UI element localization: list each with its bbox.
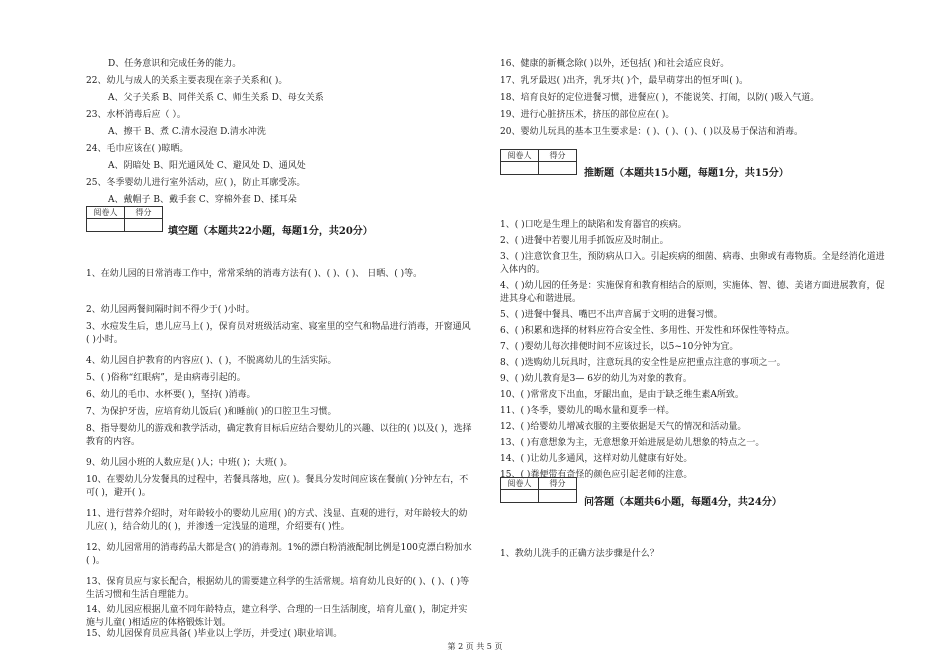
- question-21-option-d: D、任务意识和完成任务的能力。: [108, 59, 242, 69]
- fill-item-6: 6、幼儿的毛巾、水杯要( )，坚持( )消毒。: [86, 390, 256, 400]
- fill-item-9: 9、幼儿园小班的人数应是( )人；中班( )；大班( )。: [86, 458, 293, 468]
- score-box-fill: [86, 206, 163, 232]
- judge-item-14: 14、( )让幼儿多通风，这样对幼儿健康有好处。: [500, 454, 693, 464]
- question-25-options: A、戴帽子 B、戴手套 C、穿棉外套 D、揉耳朵: [108, 195, 297, 205]
- fill-item-4: 4、幼儿园自护教育的内容应( )、( )，不脱离幼儿的生活实际。: [86, 356, 337, 366]
- judge-item-8: 8、( )选购幼儿玩具时，注意玩具的安全性是应把重点注意的事项之一。: [500, 358, 786, 368]
- section-title-qa: 问答题（本题共6小题，每题4分，共24分）: [584, 497, 782, 508]
- fill-item-14: 14、幼儿园应根据儿童不同年龄特点，建立科学、合理的一日生活制度，培育儿童( )，制定并实施与儿童( )相适应的体格锻炼计划。: [86, 605, 468, 628]
- fill-item-12: 12、幼儿园常用的消毒药品大都是含( )的消毒剂。1%的漂白粉消液配制比例是100克漂白粉加水( )。: [86, 543, 472, 566]
- judge-item-13: 13、( )有意想象为主，无意想象开始进展是幼儿想象的特点之一。: [500, 438, 765, 448]
- fill-item-10: 10、在婴幼儿分发餐具的过程中，若餐具落地，应( )。餐具分发时间应该在餐前( )分钟左右，不可( )，避开( )。: [86, 475, 469, 498]
- fill-item-1: 1、在幼儿园的日常消毒工作中，常常采纳的消毒方法有( )、( )、( )、 日晒、( )等。: [86, 269, 423, 279]
- section-title-fill: 填空题（本题共22小题，每题1分，共20分）: [168, 226, 373, 237]
- fill-item-8: 8、指导婴幼儿的游戏和教学活动，确定教育目标后应结合婴幼儿的兴趣、以往的( )以及( )，选择教育的内容。: [86, 424, 472, 447]
- judge-item-10: 10、( )常常皮下出血，牙龈出血，是由于缺乏维生素A所致。: [500, 390, 744, 400]
- judge-item-4: 4、( )幼儿园的任务是：实施保育和教育相结合的原则，实施体、智、德、美诸方面进展教育，促进其身心和谐进展。: [500, 281, 885, 304]
- judge-item-12: 12、( )给婴幼儿增减衣服的主要依据是天气的情况和活动量。: [500, 422, 747, 432]
- question-23-options: A、擦干 B、煮 C.清水浸泡 D.清水冲洗: [108, 127, 266, 137]
- section-title-judge: 推断题（本题共15小题，每题1分，共15分）: [584, 168, 789, 179]
- question-22-options: A、父子关系 B、同伴关系 C、师生关系 D、母女关系: [108, 93, 324, 103]
- scorer-label: 阅卷人: [501, 478, 539, 490]
- judge-item-5: 5、( )进餐中餐具、嘴巴不出声音属于文明的进餐习惯。: [500, 310, 723, 320]
- judge-item-7: 7、( )婴幼儿每次排便时间不应该过长，以5~10分钟为宜。: [500, 342, 739, 352]
- score-cell[interactable]: [125, 219, 163, 232]
- judge-item-15: 15、( )粪便带有奇怪的颜色应引起老师的注意。: [500, 470, 693, 480]
- score-label: 得分: [539, 478, 577, 490]
- judge-item-11: 11、( )冬季，婴幼儿的喝水量和夏季一样。: [500, 406, 675, 416]
- fill-item-19: 19、进行心脏挤压术，挤压的部位应在( )。: [500, 110, 675, 120]
- question-23: 23、水杯消毒后应（ ）。: [86, 110, 186, 120]
- page-number: 第 2 页 共 5 页: [447, 642, 503, 651]
- judge-item-3: 3、( )注意饮食卫生，预防病从口入。引起疾病的细菌、病毒、虫卵或有毒物质。全是经消化道进入体内的。: [500, 252, 885, 275]
- judge-item-2: 2、( )进餐中若婴儿用手抓饭应及时制止。: [500, 236, 669, 246]
- fill-item-2: 2、幼儿园两餐间隔时间不得少于( )小时。: [86, 305, 255, 315]
- score-box-judge: [500, 149, 577, 175]
- fill-item-13: 13、保育员应与家长配合，根据幼儿的需要建立科学的生活常规。培育幼儿良好的( )、( )、( )等生活习惯和生活自理能力。: [86, 577, 470, 600]
- score-cell[interactable]: [539, 162, 577, 175]
- scorer-label: 阅卷人: [87, 207, 125, 219]
- score-cell[interactable]: [539, 490, 577, 503]
- fill-item-15: 15、幼儿园保育员应具备( )毕业以上学历，并受过( )职业培训。: [86, 629, 343, 639]
- scorer-label: 阅卷人: [501, 150, 539, 162]
- judge-item-9: 9、( )幼儿教育是3— 6岁的幼儿为对象的教育。: [500, 374, 692, 384]
- score-label: 得分: [125, 207, 163, 219]
- score-box-qa: [500, 477, 577, 503]
- fill-item-7: 7、为保护牙齿，应培育幼儿饭后( )和睡前( )的口腔卫生习惯。: [86, 407, 337, 417]
- fill-item-18: 18、培育良好的定位进餐习惯，进餐应( )，不能说笑、打闹，以防( )吸入气道。: [500, 93, 820, 103]
- fill-item-3: 3、水痘发生后，患儿应马上( )，保育员对班级活动室、寝室里的空气和物品进行消毒，开窗通风( )小时。: [86, 322, 471, 345]
- fill-item-11: 11、进行营养介绍时，对年龄较小的婴幼儿应用( )的方式、浅显、直观的进行，对年龄较大的幼儿应( )，结合幼儿的( )，并渗透一定浅显的道理，介绍要有( )性。: [86, 509, 468, 532]
- scorer-cell[interactable]: [87, 219, 125, 232]
- fill-item-20: 20、婴幼儿玩具的基本卫生要求是：( )、( )、( )、( )以及易于保洁和消毒。: [500, 127, 803, 137]
- question-24: 24、毛巾应该在( )晾晒。: [86, 144, 189, 154]
- fill-item-5: 5、( )俗称“红眼病”，是由病毒引起的。: [86, 373, 246, 383]
- fill-item-17: 17、乳牙最迟( )出齐，乳牙共( )个，最早萌芽出的恒牙叫( )。: [500, 76, 749, 86]
- judge-item-6: 6、( )积累和选择的材料应符合安全性、多用性、开发性和环保性等特点。: [500, 326, 795, 336]
- scorer-cell[interactable]: [501, 490, 539, 503]
- qa-item-1: 1、教幼儿洗手的正确方法步骤是什么？: [500, 549, 659, 559]
- judge-item-1: 1、( )口吃是生理上的缺陷和发育器官的疾病。: [500, 220, 687, 230]
- fill-item-16: 16、健康的新概念除( )以外，还包括( )和社会适应良好。: [500, 59, 730, 69]
- scorer-cell[interactable]: [501, 162, 539, 175]
- question-24-options: A、阴暗处 B、阳光通风处 C、避风处 D、通风处: [108, 161, 306, 171]
- score-label: 得分: [539, 150, 577, 162]
- question-25: 25、冬季婴幼儿进行室外活动，应( )，防止耳廓受冻。: [86, 178, 306, 188]
- question-22: 22、幼儿与成人的关系主要表现在亲子关系和( )。: [86, 76, 288, 86]
